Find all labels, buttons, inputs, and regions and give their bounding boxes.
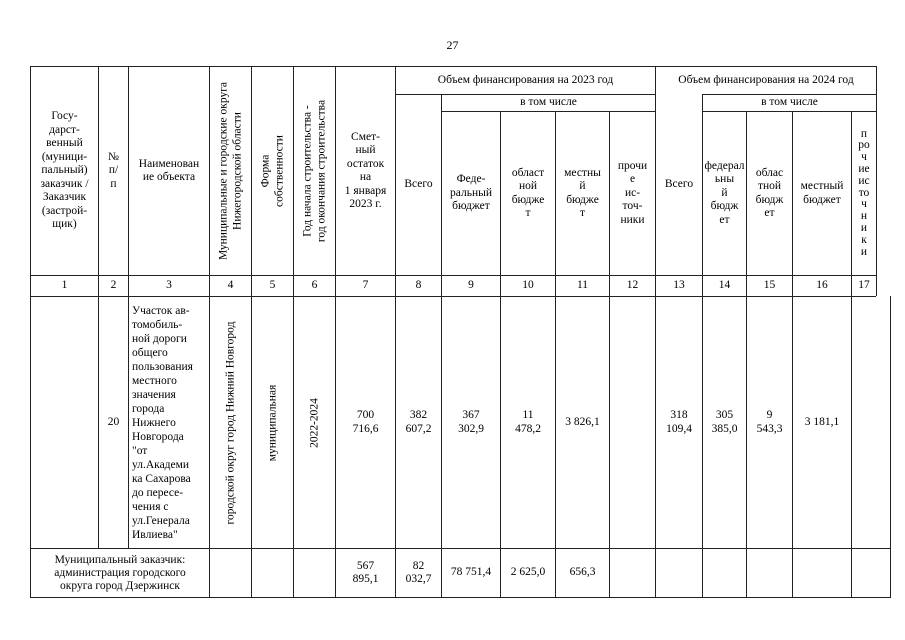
municipal-customer-label: Муниципальный заказчик: администрация городского округа город Дзержинск [54,553,186,592]
regional-2023: 11 478,2 [515,409,541,435]
column-number: 9 [468,279,474,292]
header-customer: Госу- дарст- венный (муници- пальный) заказчик / Заказчик (застрой- щик) [40,110,89,231]
estimate-balance: 700 716,6 [352,409,379,435]
local-2023: 3 826,1 [565,415,600,428]
column-number: 3 [166,279,172,292]
district-name: городской округ город Нижний Новгород [223,321,236,524]
ownership-form: муниципальная [265,384,278,461]
summary-estimate-balance: 567 895,1 [352,559,379,585]
column-number: 8 [415,279,422,292]
header-total-2024: Всего [664,178,694,191]
summary-local-2023: 656,3 [569,566,596,579]
header-object-name: Наименован ие объекта [138,157,200,183]
row-number: 20 [107,415,120,428]
federal-2023: 367 302,9 [458,409,484,435]
header-number: № п/ п [108,150,119,190]
header-regional-2023: област ной бюдже т [511,166,545,219]
summary-federal-2023: 78 751,4 [450,566,492,579]
header-federal-2024: федерал ьны й бюдж ет [704,159,745,226]
header-including-2024: в том числе [761,96,818,109]
column-number: 12 [626,279,639,292]
header-local-2024: местный бюджет [800,180,844,206]
header-district: Муниципальные и городские округа Нижегородской области [217,81,243,261]
header-including-2023: в том числе [520,96,577,109]
header-other-2023: прочи е ис- точ- ники [617,159,648,226]
column-number: 16 [816,279,828,292]
summary-total-2023: 82 032,7 [405,559,432,585]
header-local-2023: местны й бюдже т [564,166,601,219]
column-number: 4 [227,279,234,292]
header-other-2024: п ро ч ие ис то ч н и к и [858,127,870,258]
other-2024 [852,297,890,548]
header-ownership: Форма собственности [259,135,285,207]
header-regional-2024: облас тной бюдж ет [755,166,784,219]
regional-2024: 9 543,3 [756,409,783,435]
federal-2024: 305 385,0 [711,409,738,435]
column-number: 11 [576,279,589,292]
header-years: Год начала строительства - год окончания строительства [301,99,327,243]
column-number: 7 [362,279,369,292]
column-number: 2 [110,279,117,292]
header-federal-2023: Феде- ральный бюджет [450,173,492,213]
column-number: 6 [311,279,318,292]
construction-years: 2022-2024 [307,397,320,448]
header-financing-2024: Объем финансирования на 2024 год [678,73,854,86]
column-number: 10 [522,279,534,292]
column-number: 17 [858,279,870,292]
header-total-2023: Всего [404,178,433,191]
header-estimate-balance: Смет- ный остаток на 1 января 2023 г. [344,130,387,210]
header-financing-2023: Объем финансирования на 2023 год [437,73,614,86]
page-number: 27 [446,38,459,52]
column-number: 13 [673,279,685,292]
column-number: 15 [763,279,776,292]
object-name: Участок ав- томобиль- ной дороги общего пользования местного значения города Нижнего Новгорода "от ул.Академи ка Сахарова до пересе- чения с ул.Генерала Ивлиева" [132,304,193,541]
summary-regional-2023: 2 625,0 [510,566,546,579]
column-number: 14 [718,279,731,292]
total-2024: 318 109,4 [666,409,692,435]
column-number: 1 [61,279,68,292]
total-2023: 382 607,2 [405,409,432,435]
column-number: 5 [269,279,276,292]
other-2023 [610,297,655,548]
local-2024: 3 181,1 [804,415,840,428]
